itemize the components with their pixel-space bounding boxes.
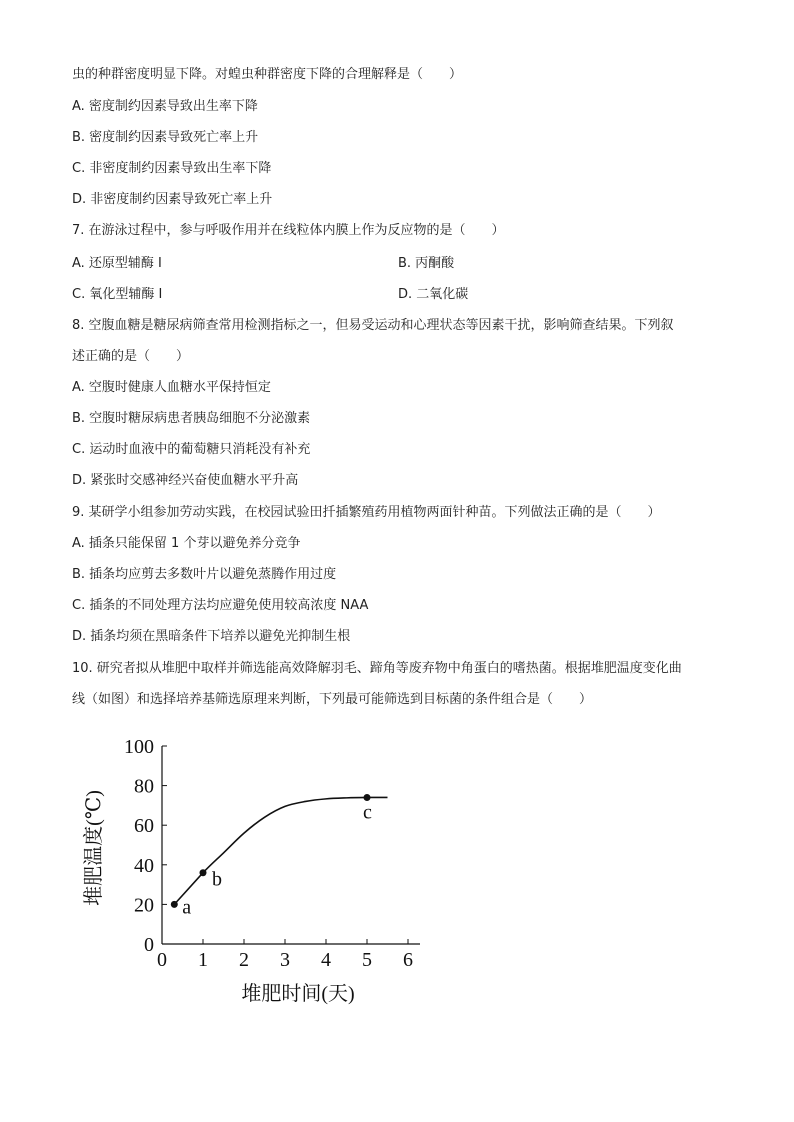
chart-svg xyxy=(70,728,440,1018)
q6-option-b: B. 密度制约因素导致死亡率上升 xyxy=(72,130,259,145)
x-tick-label: 0 xyxy=(157,949,167,971)
q9-option-c: C. 插条的不同处理方法均应避免使用较高浓度 NAA xyxy=(72,598,369,613)
point-a xyxy=(171,901,178,908)
y-tick-label: 40 xyxy=(134,854,154,877)
q9-option-a: A. 插条只能保留 1 个芽以避免养分竞争 xyxy=(72,536,301,551)
compost-temperature-chart xyxy=(70,728,440,1018)
y-tick-label: 60 xyxy=(134,815,154,838)
question-7-stem: 7. 在游泳过程中，参与呼吸作用并在线粒体内膜上作为反应物的是（ ） xyxy=(72,223,505,238)
point-label-b: b xyxy=(212,868,222,891)
point-label-a: a xyxy=(182,896,192,919)
x-axis-label: 堆肥时间(天) xyxy=(241,983,355,1005)
temperature-curve xyxy=(174,797,387,904)
x-tick-label: 3 xyxy=(280,949,290,971)
x-tick-label: 1 xyxy=(198,949,208,971)
y-tick-label: 20 xyxy=(134,894,154,917)
x-tick-label: 4 xyxy=(321,949,331,971)
point-c xyxy=(364,794,371,801)
q6-option-c: C. 非密度制约因素导致出生率下降 xyxy=(72,161,272,176)
q6-option-d: D. 非密度制约因素导致死亡率上升 xyxy=(72,192,273,207)
q8-option-d: D. 紧张时交感神经兴奋使血糖水平升高 xyxy=(72,473,299,488)
q8-option-c: C. 运动时血液中的葡萄糖只消耗没有补充 xyxy=(72,442,311,457)
q8-option-a: A. 空腹时健康人血糖水平保持恒定 xyxy=(72,380,271,395)
q7-option-c: C. 氧化型辅酶 I xyxy=(72,287,163,302)
q8-option-b: B. 空腹时糖尿病患者胰岛细胞不分泌激素 xyxy=(72,411,311,426)
point-label-c: c xyxy=(363,801,372,824)
y-tick-label: 0 xyxy=(144,934,154,956)
q7-option-a: A. 还原型辅酶 I xyxy=(72,256,162,271)
point-b xyxy=(200,869,207,876)
q7-option-b: B. 丙酮酸 xyxy=(398,256,455,271)
q6-option-a: A. 密度制约因素导致出生率下降 xyxy=(72,99,258,114)
q7-option-d: D. 二氧化碳 xyxy=(398,287,469,302)
y-axis-label: 堆肥温度(℃) xyxy=(83,790,105,906)
x-tick-label: 2 xyxy=(239,949,249,971)
y-tick-label: 100 xyxy=(124,736,154,758)
x-tick-label: 6 xyxy=(403,949,413,971)
question-9-stem: 9. 某研学小组参加劳动实践，在校园试验田扦插繁殖药用植物两面针种苗。下列做法正确的是（ ） xyxy=(72,505,661,520)
q9-option-b: B. 插条均应剪去多数叶片以避免蒸腾作用过度 xyxy=(72,567,337,582)
question-8-stem-cont: 述正确的是（ ） xyxy=(72,349,190,364)
x-tick-label: 5 xyxy=(362,949,372,971)
y-tick-label: 80 xyxy=(134,775,154,798)
q9-option-d: D. 插条均须在黑暗条件下培养以避免光抑制生根 xyxy=(72,629,351,644)
question-10-stem-cont: 线（如图）和选择培养基筛选原理来判断，下列最可能筛选到目标菌的条件组合是（ ） xyxy=(72,692,593,707)
question-6-stem-continued: 虫的种群密度明显下降。对蝗虫种群密度下降的合理解释是（ ） xyxy=(72,67,463,82)
question-8-stem: 8. 空腹血糖是糖尿病筛查常用检测指标之一，但易受运动和心理状态等因素干扰，影响筛查结果。下列叙 xyxy=(72,318,674,333)
question-10-stem: 10. 研究者拟从堆肥中取样并筛选能高效降解羽毛、蹄角等废弃物中角蛋白的嗜热菌。根据堆肥温度变化曲 xyxy=(72,661,682,676)
